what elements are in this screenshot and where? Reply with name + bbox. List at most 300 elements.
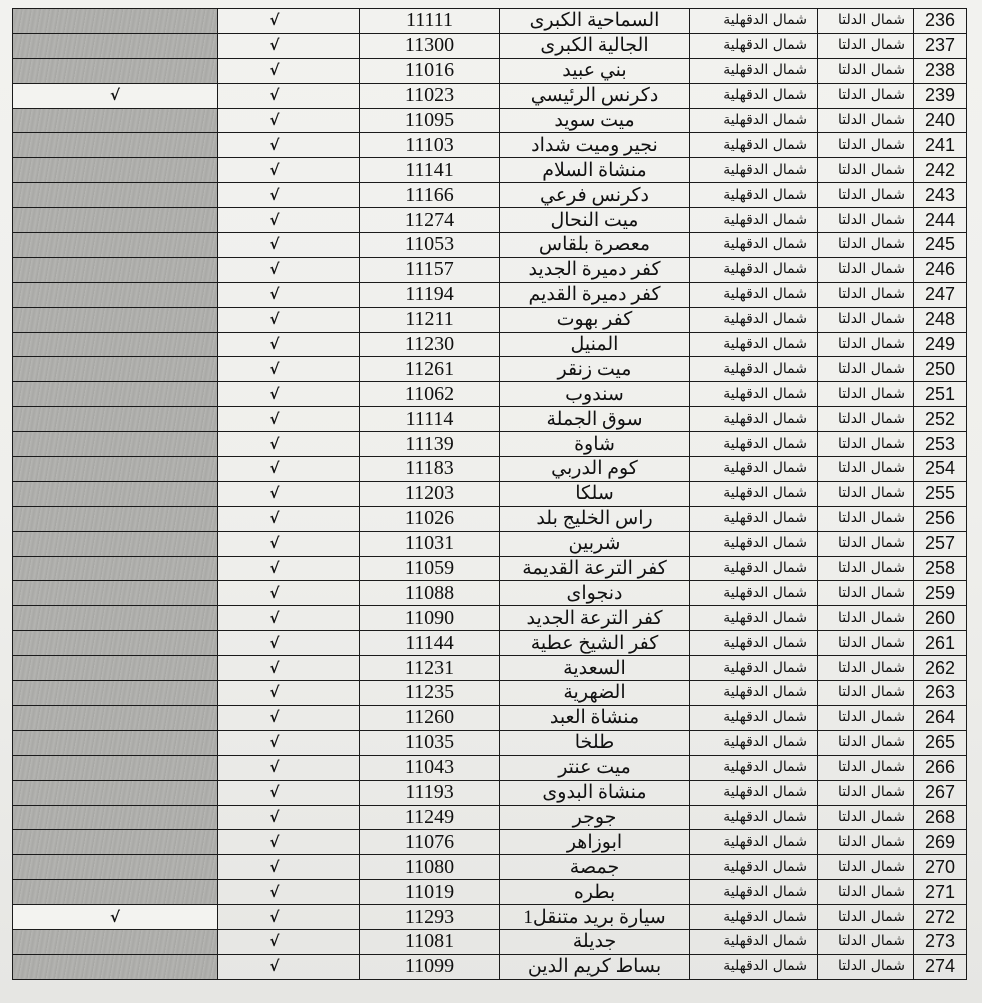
governorate-cell: شمال الدقهلية <box>690 830 818 855</box>
table-row <box>13 531 967 556</box>
extra-mark-cell <box>13 830 218 855</box>
office-name-cell: ميت زنقر <box>500 357 690 382</box>
extra-mark-cell <box>13 58 218 83</box>
row-number-cell: 270 <box>914 855 967 880</box>
extra-mark-cell <box>13 133 218 158</box>
check-mark-cell: √ <box>218 805 360 830</box>
office-code-cell: 11090 <box>360 606 500 631</box>
region-cell: شمال الدلتا <box>818 830 914 855</box>
governorate-cell: شمال الدقهلية <box>690 133 818 158</box>
region-cell: شمال الدلتا <box>818 631 914 656</box>
table-body <box>13 9 967 980</box>
governorate-cell: شمال الدقهلية <box>690 407 818 432</box>
office-code-cell: 11114 <box>360 407 500 432</box>
check-mark-cell: √ <box>218 506 360 531</box>
office-code-cell: 11081 <box>360 929 500 954</box>
extra-mark-cell <box>13 307 218 332</box>
region-cell: شمال الدلتا <box>818 681 914 706</box>
office-name-cell: كفر الترعة الجديد <box>500 606 690 631</box>
row-number-cell: 273 <box>914 929 967 954</box>
office-code-cell: 11211 <box>360 307 500 332</box>
office-code-cell: 11031 <box>360 531 500 556</box>
office-name-cell: دكرنس فرعي <box>500 183 690 208</box>
office-code-cell: 11249 <box>360 805 500 830</box>
extra-mark-cell <box>13 681 218 706</box>
row-number-cell: 266 <box>914 755 967 780</box>
office-name-cell: جمصة <box>500 855 690 880</box>
check-mark-cell: √ <box>218 58 360 83</box>
office-name-cell: الجالية الكبرى <box>500 33 690 58</box>
governorate-cell: شمال الدقهلية <box>690 755 818 780</box>
table-row <box>13 705 967 730</box>
table-row <box>13 581 967 606</box>
office-code-cell: 11111 <box>360 9 500 34</box>
row-number-cell: 239 <box>914 83 967 108</box>
region-cell: شمال الدلتا <box>818 606 914 631</box>
region-cell: شمال الدلتا <box>818 506 914 531</box>
governorate-cell: شمال الدقهلية <box>690 208 818 233</box>
extra-mark-cell <box>13 432 218 457</box>
row-number-cell: 249 <box>914 332 967 357</box>
governorate-cell: شمال الدقهلية <box>690 780 818 805</box>
region-cell: شمال الدلتا <box>818 108 914 133</box>
check-mark-cell: √ <box>218 681 360 706</box>
extra-mark-cell <box>13 929 218 954</box>
extra-mark-cell <box>13 606 218 631</box>
check-mark-cell: √ <box>218 208 360 233</box>
check-mark-cell: √ <box>218 755 360 780</box>
extra-mark-cell <box>13 656 218 681</box>
row-number-cell: 260 <box>914 606 967 631</box>
table-row <box>13 108 967 133</box>
check-mark-cell: √ <box>218 780 360 805</box>
governorate-cell: شمال الدقهلية <box>690 606 818 631</box>
office-name-cell: كفر دميرة القديم <box>500 282 690 307</box>
row-number-cell: 265 <box>914 730 967 755</box>
table-row <box>13 257 967 282</box>
table-row <box>13 606 967 631</box>
check-mark-cell: √ <box>218 83 360 108</box>
office-name-cell: سيارة بريد متنقل1 <box>500 905 690 930</box>
office-name-cell: كوم الدربي <box>500 457 690 482</box>
office-name-cell: كفر الشيخ عطية <box>500 631 690 656</box>
region-cell: شمال الدلتا <box>818 282 914 307</box>
row-number-cell: 241 <box>914 133 967 158</box>
office-code-cell: 11300 <box>360 33 500 58</box>
check-mark-cell: √ <box>218 581 360 606</box>
governorate-cell: شمال الدقهلية <box>690 432 818 457</box>
office-code-cell: 11019 <box>360 880 500 905</box>
office-name-cell: بني عبيد <box>500 58 690 83</box>
office-name-cell: منشاة البدوى <box>500 780 690 805</box>
office-code-cell: 11260 <box>360 705 500 730</box>
office-name-cell: دنجواى <box>500 581 690 606</box>
governorate-cell: شمال الدقهلية <box>690 855 818 880</box>
region-cell: شمال الدلتا <box>818 257 914 282</box>
governorate-cell: شمال الدقهلية <box>690 33 818 58</box>
office-name-cell: الضهرية <box>500 681 690 706</box>
table-row <box>13 357 967 382</box>
row-number-cell: 236 <box>914 9 967 34</box>
office-name-cell: نجير وميت شداد <box>500 133 690 158</box>
region-cell: شمال الدلتا <box>818 755 914 780</box>
region-cell: شمال الدلتا <box>818 133 914 158</box>
office-code-cell: 11166 <box>360 183 500 208</box>
extra-mark-cell <box>13 357 218 382</box>
office-code-cell: 11099 <box>360 954 500 979</box>
check-mark-cell: √ <box>218 307 360 332</box>
governorate-cell: شمال الدقهلية <box>690 631 818 656</box>
extra-mark-cell <box>13 631 218 656</box>
office-name-cell: شربين <box>500 531 690 556</box>
check-mark-cell: √ <box>218 108 360 133</box>
office-name-cell: منشاة السلام <box>500 158 690 183</box>
region-cell: شمال الدلتا <box>818 83 914 108</box>
row-number-cell: 240 <box>914 108 967 133</box>
office-code-cell: 11141 <box>360 158 500 183</box>
check-mark-cell: √ <box>218 183 360 208</box>
governorate-cell: شمال الدقهلية <box>690 506 818 531</box>
row-number-cell: 242 <box>914 158 967 183</box>
table-row <box>13 855 967 880</box>
table-row <box>13 9 967 34</box>
governorate-cell: شمال الدقهلية <box>690 282 818 307</box>
check-mark-cell: √ <box>218 606 360 631</box>
governorate-cell: شمال الدقهلية <box>690 730 818 755</box>
region-cell: شمال الدلتا <box>818 556 914 581</box>
governorate-cell: شمال الدقهلية <box>690 457 818 482</box>
table-row <box>13 954 967 979</box>
governorate-cell: شمال الدقهلية <box>690 58 818 83</box>
office-code-cell: 11139 <box>360 432 500 457</box>
extra-mark-cell <box>13 457 218 482</box>
extra-mark-cell <box>13 531 218 556</box>
region-cell: شمال الدلتا <box>818 780 914 805</box>
extra-mark-cell <box>13 158 218 183</box>
check-mark-cell: √ <box>218 531 360 556</box>
region-cell: شمال الدلتا <box>818 656 914 681</box>
check-mark-cell: √ <box>218 880 360 905</box>
check-mark-cell: √ <box>218 929 360 954</box>
governorate-cell: شمال الدقهلية <box>690 83 818 108</box>
row-number-cell: 272 <box>914 905 967 930</box>
governorate-cell: شمال الدقهلية <box>690 954 818 979</box>
table-row <box>13 33 967 58</box>
governorate-cell: شمال الدقهلية <box>690 531 818 556</box>
row-number-cell: 250 <box>914 357 967 382</box>
row-number-cell: 243 <box>914 183 967 208</box>
office-name-cell: جديلة <box>500 929 690 954</box>
check-mark-cell: √ <box>218 481 360 506</box>
table-row <box>13 506 967 531</box>
check-mark-cell: √ <box>218 382 360 407</box>
extra-mark-cell <box>13 556 218 581</box>
row-number-cell: 257 <box>914 531 967 556</box>
table-row <box>13 656 967 681</box>
extra-mark-cell <box>13 382 218 407</box>
region-cell: شمال الدلتا <box>818 531 914 556</box>
row-number-cell: 248 <box>914 307 967 332</box>
extra-mark-cell <box>13 730 218 755</box>
office-code-cell: 11235 <box>360 681 500 706</box>
table-row <box>13 457 967 482</box>
region-cell: شمال الدلتا <box>818 855 914 880</box>
row-number-cell: 237 <box>914 33 967 58</box>
table-row <box>13 332 967 357</box>
row-number-cell: 254 <box>914 457 967 482</box>
table-row <box>13 929 967 954</box>
office-name-cell: السماحية الكبرى <box>500 9 690 34</box>
office-name-cell: جوجر <box>500 805 690 830</box>
region-cell: شمال الدلتا <box>818 58 914 83</box>
row-number-cell: 256 <box>914 506 967 531</box>
office-code-cell: 11183 <box>360 457 500 482</box>
office-code-cell: 11274 <box>360 208 500 233</box>
extra-mark-cell <box>13 183 218 208</box>
row-number-cell: 245 <box>914 233 967 258</box>
governorate-cell: شمال الدقهلية <box>690 929 818 954</box>
region-cell: شمال الدلتا <box>818 457 914 482</box>
table-row <box>13 730 967 755</box>
extra-mark-cell <box>13 506 218 531</box>
check-mark-cell: √ <box>218 407 360 432</box>
extra-mark-cell <box>13 407 218 432</box>
office-code-cell: 11035 <box>360 730 500 755</box>
region-cell: شمال الدلتا <box>818 357 914 382</box>
office-code-cell: 11194 <box>360 282 500 307</box>
row-number-cell: 262 <box>914 656 967 681</box>
row-number-cell: 244 <box>914 208 967 233</box>
office-name-cell: السعدية <box>500 656 690 681</box>
table-row <box>13 905 967 930</box>
extra-mark-cell <box>13 705 218 730</box>
extra-mark-cell <box>13 780 218 805</box>
governorate-cell: شمال الدقهلية <box>690 905 818 930</box>
row-number-cell: 274 <box>914 954 967 979</box>
table-row <box>13 208 967 233</box>
office-code-cell: 11043 <box>360 755 500 780</box>
governorate-cell: شمال الدقهلية <box>690 581 818 606</box>
office-name-cell: منشاة العبد <box>500 705 690 730</box>
row-number-cell: 247 <box>914 282 967 307</box>
governorate-cell: شمال الدقهلية <box>690 233 818 258</box>
row-number-cell: 251 <box>914 382 967 407</box>
row-number-cell: 268 <box>914 805 967 830</box>
table-row <box>13 282 967 307</box>
office-name-cell: شاوة <box>500 432 690 457</box>
check-mark-cell: √ <box>218 905 360 930</box>
office-code-cell: 11193 <box>360 780 500 805</box>
region-cell: شمال الدلتا <box>818 805 914 830</box>
check-mark-cell: √ <box>218 332 360 357</box>
check-mark-cell: √ <box>218 656 360 681</box>
row-number-cell: 259 <box>914 581 967 606</box>
table-row <box>13 780 967 805</box>
office-code-cell: 11261 <box>360 357 500 382</box>
governorate-cell: شمال الدقهلية <box>690 183 818 208</box>
governorate-cell: شمال الدقهلية <box>690 481 818 506</box>
office-name-cell: ابوزاهر <box>500 830 690 855</box>
table-row <box>13 158 967 183</box>
check-mark-cell: √ <box>218 357 360 382</box>
row-number-cell: 263 <box>914 681 967 706</box>
table-row <box>13 481 967 506</box>
table-row <box>13 556 967 581</box>
extra-mark-cell <box>13 208 218 233</box>
check-mark-cell: √ <box>218 631 360 656</box>
region-cell: شمال الدلتا <box>818 9 914 34</box>
office-code-cell: 11203 <box>360 481 500 506</box>
table-row <box>13 58 967 83</box>
check-mark-cell: √ <box>218 257 360 282</box>
office-code-cell: 11026 <box>360 506 500 531</box>
governorate-cell: شمال الدقهلية <box>690 556 818 581</box>
row-number-cell: 255 <box>914 481 967 506</box>
table-row <box>13 432 967 457</box>
office-code-cell: 11062 <box>360 382 500 407</box>
check-mark-cell: √ <box>218 282 360 307</box>
table-row <box>13 631 967 656</box>
row-number-cell: 267 <box>914 780 967 805</box>
governorate-cell: شمال الدقهلية <box>690 332 818 357</box>
office-code-cell: 11059 <box>360 556 500 581</box>
governorate-cell: شمال الدقهلية <box>690 108 818 133</box>
office-name-cell: ميت عنتر <box>500 755 690 780</box>
extra-mark-cell <box>13 755 218 780</box>
row-number-cell: 252 <box>914 407 967 432</box>
check-mark-cell: √ <box>218 830 360 855</box>
governorate-cell: شمال الدقهلية <box>690 382 818 407</box>
extra-mark-cell <box>13 855 218 880</box>
office-code-cell: 11157 <box>360 257 500 282</box>
region-cell: شمال الدلتا <box>818 382 914 407</box>
region-cell: شمال الدلتا <box>818 705 914 730</box>
region-cell: شمال الدلتا <box>818 929 914 954</box>
check-mark-cell: √ <box>218 33 360 58</box>
check-mark-cell: √ <box>218 158 360 183</box>
row-number-cell: 246 <box>914 257 967 282</box>
region-cell: شمال الدلتا <box>818 880 914 905</box>
governorate-cell: شمال الدقهلية <box>690 357 818 382</box>
check-mark-cell: √ <box>218 954 360 979</box>
check-mark-cell: √ <box>218 133 360 158</box>
table-row <box>13 307 967 332</box>
extra-mark-cell: √ <box>13 83 218 108</box>
region-cell: شمال الدلتا <box>818 233 914 258</box>
check-mark-cell: √ <box>218 730 360 755</box>
table-row <box>13 880 967 905</box>
table-row <box>13 681 967 706</box>
extra-mark-cell <box>13 880 218 905</box>
extra-mark-cell <box>13 481 218 506</box>
table-row <box>13 755 967 780</box>
table-row <box>13 830 967 855</box>
office-code-cell: 11076 <box>360 830 500 855</box>
office-name-cell: دكرنس الرئيسي <box>500 83 690 108</box>
governorate-cell: شمال الدقهلية <box>690 656 818 681</box>
office-name-cell: معصرة بلقاس <box>500 233 690 258</box>
office-name-cell: كفر بهوت <box>500 307 690 332</box>
table-row <box>13 805 967 830</box>
office-name-cell: ميت النحال <box>500 208 690 233</box>
office-name-cell: ميت سويد <box>500 108 690 133</box>
region-cell: شمال الدلتا <box>818 954 914 979</box>
table-row <box>13 183 967 208</box>
office-code-cell: 11080 <box>360 855 500 880</box>
extra-mark-cell: √ <box>13 905 218 930</box>
extra-mark-cell <box>13 805 218 830</box>
office-name-cell: سوق الجملة <box>500 407 690 432</box>
row-number-cell: 258 <box>914 556 967 581</box>
region-cell: شمال الدلتا <box>818 581 914 606</box>
office-name-cell: راس الخليج بلد <box>500 506 690 531</box>
office-name-cell: سلكا <box>500 481 690 506</box>
office-code-cell: 11103 <box>360 133 500 158</box>
governorate-cell: شمال الدقهلية <box>690 705 818 730</box>
row-number-cell: 238 <box>914 58 967 83</box>
post-offices-table <box>12 8 967 980</box>
extra-mark-cell <box>13 33 218 58</box>
region-cell: شمال الدلتا <box>818 481 914 506</box>
extra-mark-cell <box>13 9 218 34</box>
office-code-cell: 11293 <box>360 905 500 930</box>
region-cell: شمال الدلتا <box>818 432 914 457</box>
row-number-cell: 271 <box>914 880 967 905</box>
row-number-cell: 269 <box>914 830 967 855</box>
check-mark-cell: √ <box>218 457 360 482</box>
row-number-cell: 264 <box>914 705 967 730</box>
extra-mark-cell <box>13 257 218 282</box>
extra-mark-cell <box>13 332 218 357</box>
region-cell: شمال الدلتا <box>818 307 914 332</box>
table-row <box>13 133 967 158</box>
governorate-cell: شمال الدقهلية <box>690 158 818 183</box>
office-name-cell: المنيل <box>500 332 690 357</box>
table-row <box>13 83 967 108</box>
governorate-cell: شمال الدقهلية <box>690 257 818 282</box>
extra-mark-cell <box>13 954 218 979</box>
governorate-cell: شمال الدقهلية <box>690 805 818 830</box>
region-cell: شمال الدلتا <box>818 208 914 233</box>
extra-mark-cell <box>13 108 218 133</box>
table-row <box>13 233 967 258</box>
governorate-cell: شمال الدقهلية <box>690 307 818 332</box>
extra-mark-cell <box>13 581 218 606</box>
governorate-cell: شمال الدقهلية <box>690 9 818 34</box>
extra-mark-cell <box>13 282 218 307</box>
office-code-cell: 11016 <box>360 58 500 83</box>
table-row <box>13 382 967 407</box>
office-code-cell: 11088 <box>360 581 500 606</box>
office-code-cell: 11053 <box>360 233 500 258</box>
office-code-cell: 11231 <box>360 656 500 681</box>
office-code-cell: 11095 <box>360 108 500 133</box>
office-code-cell: 11230 <box>360 332 500 357</box>
office-name-cell: كفر الترعة القديمة <box>500 556 690 581</box>
office-name-cell: بساط كريم الدين <box>500 954 690 979</box>
region-cell: شمال الدلتا <box>818 905 914 930</box>
row-number-cell: 261 <box>914 631 967 656</box>
check-mark-cell: √ <box>218 705 360 730</box>
check-mark-cell: √ <box>218 9 360 34</box>
governorate-cell: شمال الدقهلية <box>690 681 818 706</box>
check-mark-cell: √ <box>218 855 360 880</box>
check-mark-cell: √ <box>218 233 360 258</box>
governorate-cell: شمال الدقهلية <box>690 880 818 905</box>
region-cell: شمال الدلتا <box>818 183 914 208</box>
office-code-cell: 11144 <box>360 631 500 656</box>
region-cell: شمال الدلتا <box>818 407 914 432</box>
